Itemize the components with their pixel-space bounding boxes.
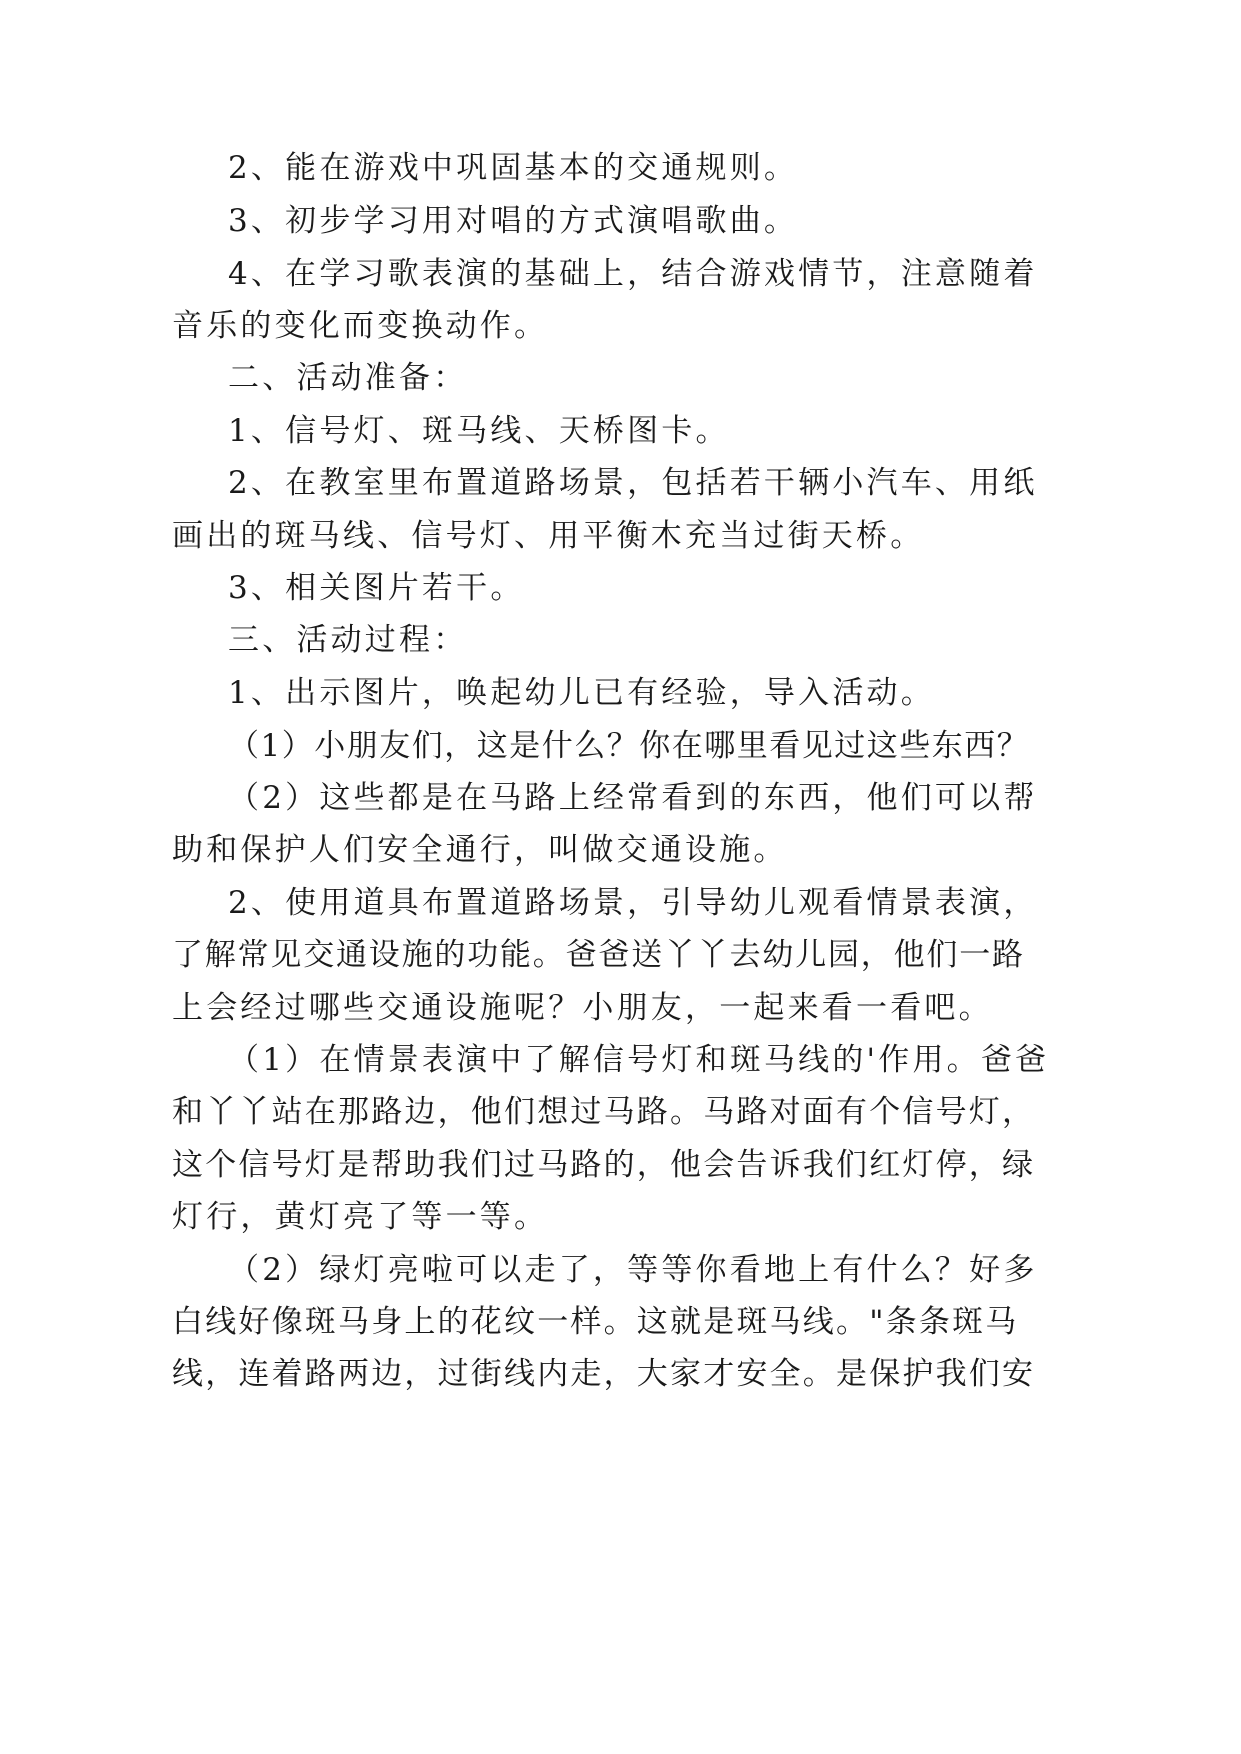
text-line: 3、初步学习用对唱的方式演唱歌曲。 <box>228 203 799 239</box>
text-line: 2、能在游戏中巩固基本的交通规则。 <box>228 150 799 186</box>
text-line: 3、相关图片若干。 <box>228 570 525 606</box>
section-heading: 二、活动准备： <box>228 360 468 396</box>
text-line: 助和保护人们安全通行，叫做交通设施。 <box>172 832 788 868</box>
text-line: 线，连着路两边，过街线内走，大家才安全。是保护我们安 <box>172 1356 1036 1392</box>
text-line: 1、出示图片，唤起幼儿已有经验，导入活动。 <box>228 675 935 711</box>
text-line: 画出的斑马线、信号灯、用平衡木充当过街天桥。 <box>172 518 925 554</box>
section-heading: 三、活动过程： <box>228 622 468 658</box>
text-line: （2）绿灯亮啦可以走了，等等你看地上有什么？好多 <box>228 1252 1038 1288</box>
text-line: 2、在教室里布置道路场景，包括若干辆小汽车、用纸 <box>228 465 1038 501</box>
text-line: 和丫丫站在那路边，他们想过马路。马路对面有个信号灯， <box>172 1094 1036 1130</box>
text-line: 上会经过哪些交通设施呢？小朋友，一起来看一看吧。 <box>172 990 993 1026</box>
text-line: （2）这些都是在马路上经常看到的东西，他们可以帮 <box>228 780 1038 816</box>
text-line: 了解常见交通设施的功能。爸爸送丫丫去幼儿园，他们一路 <box>172 937 1025 973</box>
text-line: 4、在学习歌表演的基础上，结合游戏情节，注意随着 <box>228 256 1038 292</box>
text-line: 这个信号灯是帮助我们过马路的，他会告诉我们红灯停，绿 <box>172 1147 1036 1183</box>
text-line: 白线好像斑马身上的花纹一样。这就是斑马线。"条条斑马 <box>172 1304 1019 1340</box>
text-line: （1）小朋友们，这是什么？你在哪里看见过这些东西？ <box>228 728 1030 764</box>
text-line: （1）在情景表演中了解信号灯和斑马线的'作用。爸爸 <box>228 1042 1050 1078</box>
text-line: 1、信号灯、斑马线、天桥图卡。 <box>228 413 730 449</box>
text-line: 灯行，黄灯亮了等一等。 <box>172 1199 549 1235</box>
text-line: 音乐的变化而变换动作。 <box>172 308 549 344</box>
text-line: 2、使用道具布置道路场景，引导幼儿观看情景表演， <box>228 885 1038 921</box>
